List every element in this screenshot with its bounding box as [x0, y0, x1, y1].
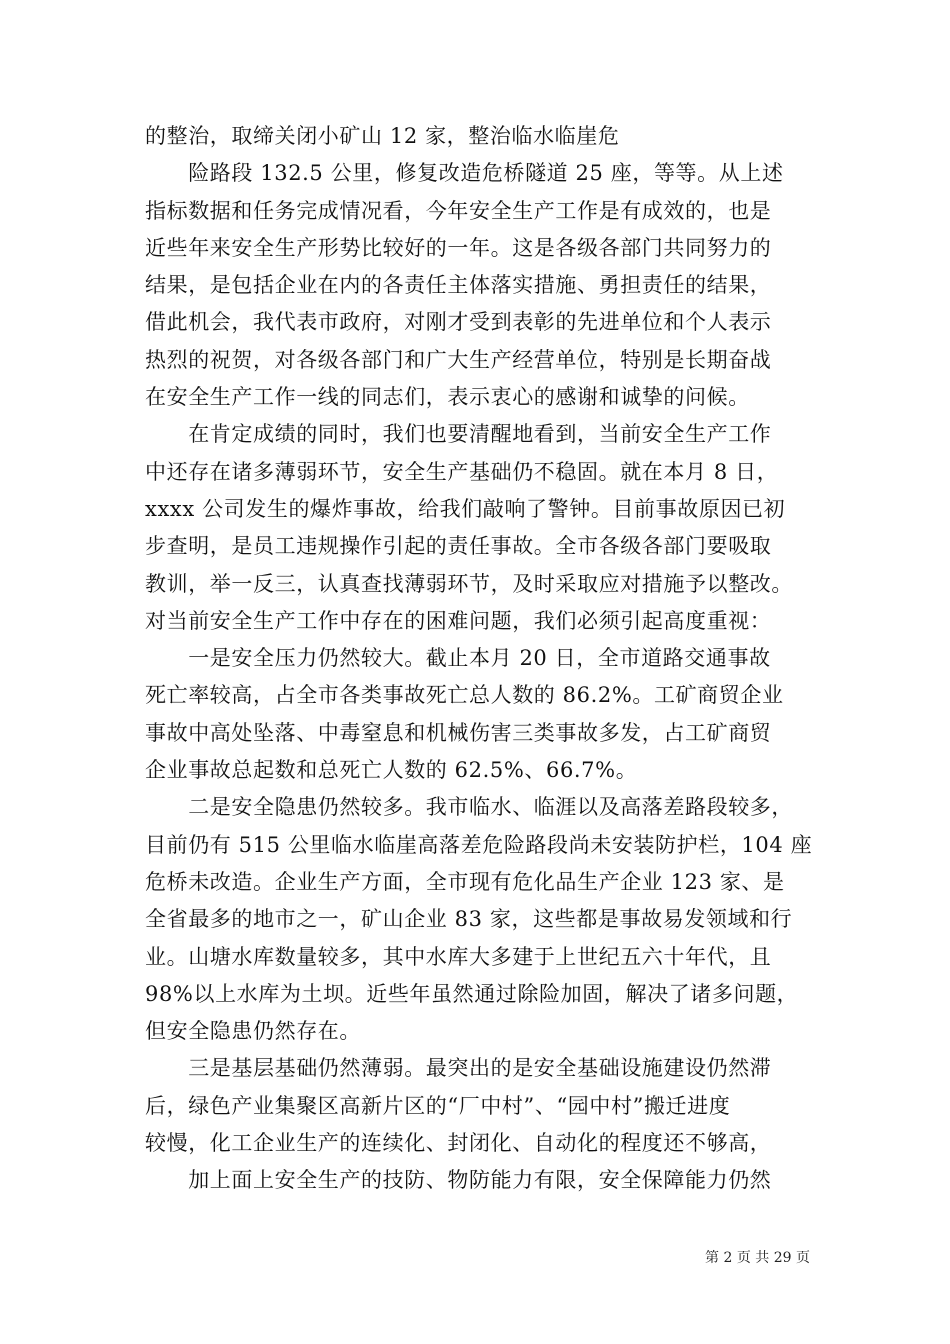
text-line: 结果，是包括企业在内的各责任主体落实措施、勇担责任的结果，	[145, 273, 772, 298]
text-line: xxxx 公司发生的爆炸事故，给我们敲响了警钟。目前事故原因已初	[145, 496, 786, 521]
text-line: 指标数据和任务完成情况看，今年安全生产工作是有成效的，也是	[145, 198, 772, 223]
text-line: 在安全生产工作一线的同志们，表示衷心的感谢和诚挚的问候。	[145, 385, 750, 410]
text-line: 对当前安全生产工作中存在的困难问题，我们必须引起高度重视：	[145, 608, 772, 633]
body-text	[145, 118, 815, 1200]
text-line: 业。山塘水库数量较多，其中水库大多建于上世纪五六十年代，且	[145, 944, 772, 969]
text-line: 险路段 132.5 公里，修复改造危桥隧道 25 座，等等。从上述	[145, 161, 784, 186]
text-line: 三是基层基础仍然薄弱。最突出的是安全基础设施建设仍然滞	[145, 1056, 772, 1081]
text-line: 在肯定成绩的同时，我们也要清醒地看到，当前安全生产工作	[145, 422, 772, 447]
text-line: 98%以上水库为土坝。近些年虽然通过除险加固，解决了诸多问题，	[145, 981, 799, 1006]
text-line: 借此机会，我代表市政府，对刚才受到表彰的先进单位和个人表示	[145, 310, 772, 335]
text-line: 后，绿色产业集聚区高新片区的“厂中村”、“园中村”搬迁进度	[145, 1093, 731, 1118]
text-line: 死亡率较高，占全市各类事故死亡总人数的 86.2%。工矿商贸企业	[145, 683, 784, 708]
text-line: 加上面上安全生产的技防、物防能力有限，安全保障能力仍然	[145, 1168, 772, 1193]
text-line: 事故中高处坠落、中毒窒息和机械伤害三类事故多发，占工矿商贸	[145, 720, 772, 745]
text-line: 教训，举一反三，认真查找薄弱环节，及时采取应对措施予以整改。	[145, 571, 793, 596]
text-line: 企业事故总起数和总死亡人数的 62.5%、66.7%。	[145, 758, 638, 783]
page-number-footer: 第 2 页 共 29 页	[705, 1250, 810, 1266]
text-line: 但安全隐患仍然存在。	[145, 1019, 361, 1044]
text-line: 中还存在诸多薄弱环节，安全生产基础仍不稳固。就在本月 8 日，	[145, 459, 779, 484]
text-line: 危桥未改造。企业生产方面，全市现有危化品生产企业 123 家、是	[145, 869, 785, 894]
text-line: 一是安全压力仍然较大。截止本月 20 日，全市道路交通事故	[145, 646, 771, 671]
text-line: 较慢，化工企业生产的连续化、封闭化、自动化的程度还不够高，	[145, 1131, 772, 1156]
text-line: 步查明，是员工违规操作引起的责任事故。全市各级各部门要吸取	[145, 534, 772, 559]
text-line: 目前仍有 515 公里临水临崖高落差危险路段尚未安装防护栏，104 座	[145, 832, 813, 857]
text-line: 全省最多的地市之一，矿山企业 83 家，这些都是事故易发领域和行	[145, 907, 793, 932]
text-line: 二是安全隐患仍然较多。我市临水、临涯以及高落差路段较多，	[145, 795, 793, 820]
text-line: 的整治，取缔关闭小矿山 12 家，整治临水临崖危	[145, 124, 620, 148]
text-line: 热烈的祝贺，对各级各部门和广大生产经营单位，特别是长期奋战	[145, 347, 772, 372]
text-line: 近些年来安全生产形势比较好的一年。这是各级各部门共同努力的	[145, 235, 772, 260]
